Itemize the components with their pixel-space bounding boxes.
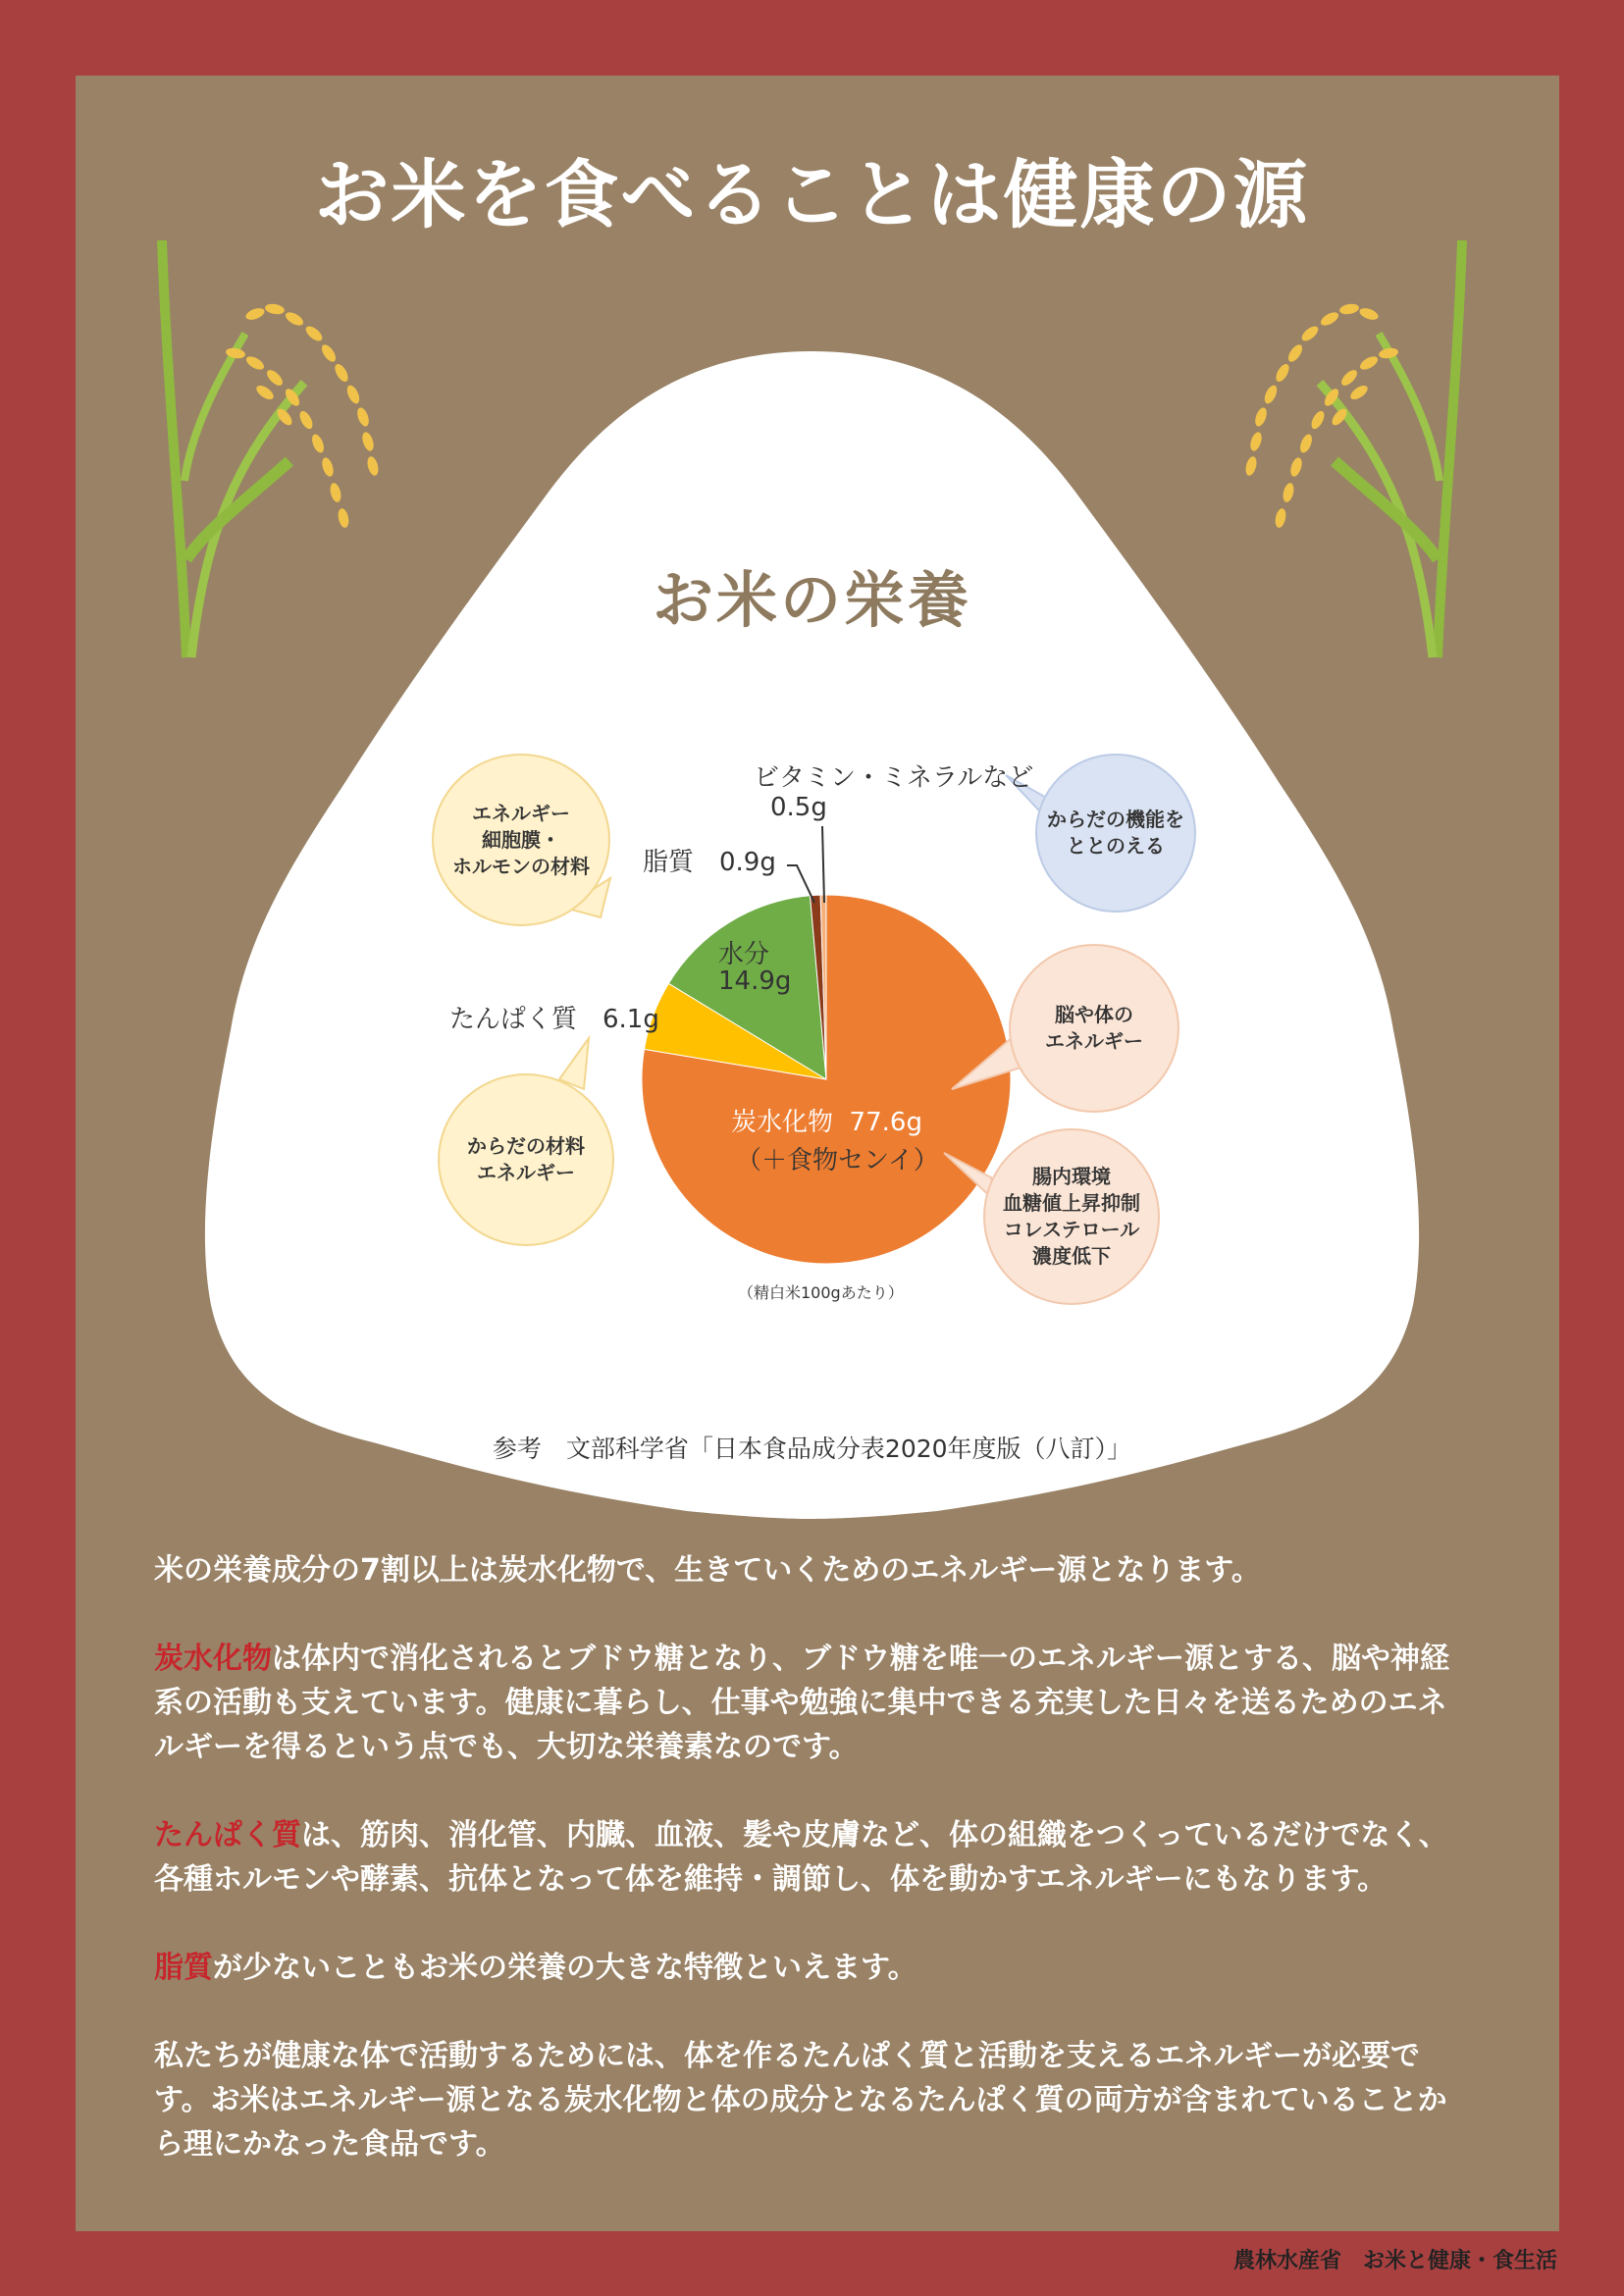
body-text [154, 1548, 1469, 2211]
footer-credit: 農林水産省 お米と健康・食生活 [1232, 2249, 1557, 2273]
highlight-protein: たんぱく質 [154, 1818, 301, 1852]
label-vitamin-name: ビタミン・ミネラルなど [754, 763, 1034, 793]
vitamin-leader-line [822, 826, 824, 903]
poster-title: お米を食べることは健康の源 [314, 151, 1310, 238]
label-water-name: 水分 [718, 940, 770, 969]
paragraph-carbohydrate [154, 1637, 1469, 1769]
paragraph-fat-text: が少ないこともお米の栄養の大きな特徴といえます。 [213, 1951, 917, 1985]
bubble-vitamin-role: からだの機能を ととのえる [1035, 754, 1196, 913]
bubble-carb-role: 脳や体の エネルギー [1009, 944, 1179, 1113]
section-subtitle: お米の栄養 [652, 564, 971, 636]
label-carb-title: 炭水化物 [731, 1108, 834, 1137]
label-fat: 脂質 0.9g [643, 848, 776, 877]
bubble-fat-role: エネルギー 細胞膜・ ホルモンの材料 [432, 754, 610, 926]
paragraph-protein [154, 1813, 1469, 1902]
label-water-value: 14.9g [718, 966, 792, 996]
paragraph-intro: 米の栄養成分の7割以上は炭水化物で、生きていくためのエネルギー源となります。 [154, 1553, 1261, 1588]
label-vitamin-value: 0.5g [770, 793, 827, 822]
paragraph-carbohydrate-text: は体内で消化されるとブドウ糖となり、ブドウ糖を唯一のエネルギー源とする、脳や神経系の活動も支えています。健康に暮らし、仕事や勉強に集中できる充実した日々を送るためのエネルギーを得るという点でも、大切な栄養素なのです。 [154, 1642, 1449, 1764]
label-carb-name [731, 1102, 922, 1138]
reference-source: 参考 文部科学省「日本食品成分表2020年度版（八訂）」 [492, 1435, 1132, 1463]
bubble-fiber-role: 腸内環境 血糖値上昇抑制 コレステロール 濃度低下 [983, 1128, 1160, 1305]
highlight-carbohydrate: 炭水化物 [154, 1642, 272, 1676]
paragraph-fat [154, 1946, 1469, 1990]
label-protein: たんぱく質 6.1g [449, 1005, 659, 1034]
paragraph-conclusion: 私たちが健康な体で活動するためには、体を作るたんぱく質と活動を支えるエネルギーが必要です。お米はエネルギー源となる炭水化物と体の成分となるたんぱく質の両方が含まれていることから理にかなった食品です。 [154, 2039, 1447, 2162]
label-carb-value: 77.6g [849, 1108, 922, 1137]
highlight-fat: 脂質 [154, 1951, 213, 1985]
chart-note: （精白米100gあたり） [738, 1283, 904, 1302]
label-carb-note: （＋食物センイ） [736, 1146, 939, 1175]
bubble-protein-role: からだの材料 エネルギー [438, 1073, 614, 1246]
paragraph-protein-text: は、筋肉、消化管、内臓、血液、髪や皮膚など、体の組織をつくっているだけでなく、各種ホルモンや酵素、抗体となって体を維持・調節し、体を動かすエネルギーにもなります。 [154, 1818, 1448, 1897]
